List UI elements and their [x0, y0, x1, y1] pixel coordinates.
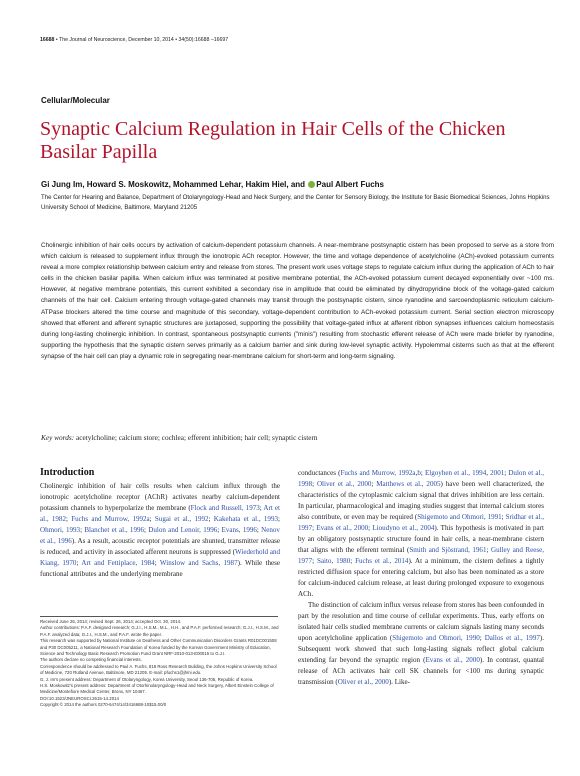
footnote-line: G. J. Im's present address: Department of Otolaryngology, Korea University, Seoul 136-705, Republic of Korea. [40, 676, 254, 682]
footnote-line: DOI:10.1523/JNEUROSCI.2615-14.2014 [40, 695, 119, 701]
journal-citation: • The Journal of Neuroscience, December 10, 2014 • 34(50):16688 –16697 [55, 37, 229, 43]
keywords [41, 433, 554, 442]
footnote-line: The authors declare no competing financial interests. [40, 657, 142, 663]
citation-link[interactable]: Nenov et al., 1996 [40, 526, 280, 545]
body-text-run: ; [479, 634, 485, 642]
citation-link[interactable]: Dulon et al., 1998 [298, 469, 544, 488]
running-head [40, 37, 228, 43]
citation-link[interactable]: Ohmori, 1993 [40, 526, 81, 534]
body-text-run: , [486, 469, 491, 477]
page-number: 16688 [40, 37, 55, 43]
body-text-run: ; [144, 526, 149, 534]
citation-link[interactable]: Evans et al., 2000 [425, 656, 480, 664]
footnote-line: Copyright © 2014 the authors 0270-6474/14/3416688-10$15.00/0 [40, 702, 167, 708]
citation-link[interactable]: Sridhar et al., 1997 [298, 513, 544, 532]
footnote-line: H.S. Moskowitz's present address: Department of Otorhinolaryngology-Head and Neck Surgery, Albert Einstein College of Medicine/Montefiore Medical Center, Bronx, NY 10467. [40, 683, 274, 695]
body-text-run: ; [80, 526, 85, 534]
author-last: Paul Albert Fuchs [316, 180, 384, 189]
abstract: Cholinergic inhibition of hair cells occurs by activation of calcium-dependent potassium channels. A near-membrane postsynaptic cistern has been proposed to serve as a store from which calcium is released to supplement influx through the ionotropic ACh receptor. However, the time and voltage dependence of acetylcholine (ACh)-evoked potassium currents reveal a more complex relationship between calcium entry and release from stores. The present work uses voltage steps to regulate calcium influx during the application of ACh to hair cells in the chicken basilar papilla. When calcium influx was terminated at positive membrane potential, the ACh-evoked potassium current decayed exponentially over ~100 ms. However, at negative membrane potentials, this current exhibited a secondary rise in amplitude that could be eliminated by dihydropyridine block of the voltage-gated calcium channels of the hair cell. Calcium entering through voltage-gated channels may transit through the postsynaptic cistern, since ryanodine and sarcoendoplasmic reticulum calcium-ATPase blockers altered the time course and magnitude of this secondary, voltage-dependent contribution to ACh-evoked potassium current. Serial section electron microscopy showed that efferent and afferent synaptic structures are juxtaposed, supporting the possibility that voltage-gated influx at afferent ribbon synapses influences calcium homeostasis during long-lasting cholinergic inhibition. In contrast, spontaneous postsynaptic currents ("minis") resulting from stochastic efferent release of ACh were made briefer by ryanodine, supporting the hypothesis that the synaptic cistern serves primarily as a calcium barrier and sink during low-level synaptic activity. Hypolemmal cisterns such as that at the efferent synapse of the hair cell can play a dynamic role in segregating near-membrane calcium for short-term and long-term signaling. [41, 242, 554, 360]
body-text-run: ). Subsequent work showed that such long-lasting signals reflect global calcium extending far beyond the synaptic region ( [298, 634, 544, 664]
citation-link[interactable]: Art et al., 1982 [40, 504, 280, 523]
citation-link[interactable]: Evans, 1996 [221, 526, 257, 534]
body-text-run: Cholinergic inhibition of hair cells results when calcium influx through the ionotropic acetylcholine receptor (AChR) activates nearby calcium-dependent potassium channels to hyperpolarize the membrane ( [40, 482, 280, 512]
body-text-run: ; [501, 513, 506, 521]
citation-link[interactable]: Shigemoto and Ohmori, 1991 [417, 513, 502, 521]
body-text-run: ; [312, 524, 317, 532]
body-text-run: ; [256, 526, 262, 534]
introduction-heading: Introduction [40, 467, 95, 478]
footnote-line: Correspondence should be addressed to Paul A. Fuchs, 818 Ross Research Building, the Johns Hopkins University School of Medicine, 720 Rutland Avenue, Baltimore, MD 21205. E-mail: pfuchs1@jhmi.edu. [40, 663, 277, 676]
body-text-run: ). At a minimum, the cistern defines a tightly restricted diffusion space for entering calcium, but also has been nominated as a store for calcium-induced calcium release, at least during prolonged exposure to exogenous ACh. [298, 557, 544, 598]
body-text-run: ; [149, 515, 155, 523]
citation-link[interactable]: Gulley and Reese, 1977 [298, 546, 544, 565]
article-title: Synaptic Calcium Regulation in Hair Cells of the Chicken Basilar Papilla [40, 118, 506, 163]
keywords-text: acetylcholine; calcium store; cochlea; efferent inhibition; hair cell; synaptic cistern [76, 433, 318, 442]
citation-link[interactable]: Elgoyhen et al., 1994 [424, 469, 487, 477]
right-column [298, 468, 544, 688]
author-names: Gi Jung Im, Howard S. Moskowitz, Mohammed Lehar, Hakim Hiel, and [41, 180, 306, 189]
orcid-icon[interactable] [308, 181, 315, 188]
body-text-run: ; [486, 546, 491, 554]
footnote-line: Received June 26, 2014; revised Sept. 26, 2014; accepted Oct. 30, 2014. [40, 619, 182, 624]
citation-link[interactable]: 2001 [490, 469, 505, 477]
body-text-run: ; [420, 469, 425, 477]
body-text-run: ). Like- [388, 678, 410, 686]
body-text-run: ). This hypothesis is motivated in part by an obligatory postsynaptic structure found in hair cells, a near-membrane cistern that aligns with the efferent terminal ( [298, 524, 544, 554]
citation-link[interactable]: b [417, 469, 421, 477]
body-text-run: ; [312, 557, 317, 565]
citation-link[interactable]: Oliver et al., 2000 [316, 480, 372, 488]
body-text-run: ; [208, 515, 214, 523]
introduction-paragraph-1 [40, 481, 280, 580]
citation-link[interactable]: Fuchs et al., 2014 [355, 557, 409, 565]
citation-link[interactable]: Blanchet et al., 1996 [84, 526, 145, 534]
citation-link[interactable]: Winslow and Sachs, 1987 [159, 559, 238, 567]
body-text-run: ; [154, 559, 160, 567]
author-list [41, 180, 384, 189]
body-text-run: ; [217, 526, 222, 534]
body-text-run: conductances ( [298, 469, 341, 477]
citation-link[interactable]: Art and Fettiplace, 1984 [81, 559, 155, 567]
footnote-line: Author contributions: P.A.F. designed research; G.J.I., H.S.M., M.L., H.H., and P.A.F. performed research; G.J.I., H.S.M., and P.A.F. analyzed data; G.J.I., H.S.M., and P.A.F. wrote the paper. [40, 625, 279, 637]
body-text-run: ). In contrast, quantal release of ACh activates hair cell SK channels for <100 ms during synaptic transmission ( [298, 656, 544, 686]
citation-link[interactable]: Saito, 1980 [316, 557, 351, 565]
citation-link[interactable]: Flock and Russell, 1973 [190, 504, 260, 512]
body-text-run: ; [350, 557, 356, 565]
citation-link[interactable]: Shigemoto and Ohmori, 1990 [392, 634, 480, 642]
body-text-run: ; [504, 469, 509, 477]
body-text-run: ). As a result, acoustic receptor potentials are shunted, transmitter release is reduced, and activity in associated afferent neurons is suppressed ( [40, 537, 281, 556]
citation-link[interactable]: Fuchs and Murrow, 1992a [340, 469, 416, 477]
section-label: Cellular/Molecular [41, 96, 110, 105]
footnote-line: This research was supported by National Institute on Deafness and Other Communication Disorders Grants R01DC001508 and P30 DC005211, a National Research Foundation of Korea funded by the Korean Government Ministry of Education, Science and Technology Basic Research Promotion Fund Grant NRF-2010-013-E00015 to G.J.I. [40, 638, 277, 657]
citation-link[interactable]: Wiederhold and Kiang, 1970 [40, 548, 280, 567]
body-text-run: ; [368, 524, 373, 532]
citation-link[interactable]: Matthews et al., 2005 [376, 480, 441, 488]
left-column [40, 467, 280, 580]
footnotes [40, 619, 280, 709]
citation-link[interactable]: Evans et al., 2000 [316, 524, 369, 532]
citation-link[interactable]: Oliver et al., 2000 [337, 678, 389, 686]
body-text-run: ; [259, 504, 264, 512]
introduction-paragraph-3 [298, 600, 544, 688]
citation-link[interactable]: Dallos et al., 1997 [484, 634, 540, 642]
footnote-divider [40, 616, 278, 617]
citation-link[interactable]: Lioudyno et al., 2004 [372, 524, 435, 532]
introduction-paragraph-2 [298, 468, 544, 600]
keywords-label: Key words: [41, 433, 75, 442]
body-text-run: ; [76, 559, 82, 567]
body-text-run: ; [312, 480, 317, 488]
citation-link[interactable]: Sugai et al., 1992 [154, 515, 209, 523]
body-text-run: ). While these functional attributes and the underlying membrane [40, 559, 281, 578]
body-text-run: The distinction of calcium influx versus release from stores has been confounded in part by the resolution and time course of cellular experiments. Thus, early efforts on isolated hair cells studied membrane currents or calcium signals lasting many seconds upon acetylcholine application ( [298, 601, 545, 642]
affiliation: The Center for Hearing and Balance, Department of Otolaryngology-Head and Neck Surgery, and the Center for Sensory Biology, the Institute for Basic Biomedical Sciences, Johns Hopkins University School of Medicine, Baltimore, Maryland 21205 [41, 194, 550, 211]
body-text-run: ) have been well characterized, the characteristics of the cytoplasmic calcium signal that drives inhibition are less certain. In particular, pharmacological and imaging studies suggest that internal calcium stores also contribute, or even may be required ( [298, 480, 544, 521]
body-text-run: , [415, 469, 418, 477]
citation-link[interactable]: Fuchs and Murrow, 1992a [71, 515, 150, 523]
body-text-run: ; [278, 515, 280, 523]
body-text-run: ; [65, 515, 72, 523]
citation-link[interactable]: Kakehata et al., 1993 [213, 515, 279, 523]
citation-link[interactable]: Dulon and Lenoir, 1996 [148, 526, 218, 534]
citation-link[interactable]: Smith and Sjöstrand, 1961 [409, 546, 487, 554]
body-text-run: ; [371, 480, 377, 488]
